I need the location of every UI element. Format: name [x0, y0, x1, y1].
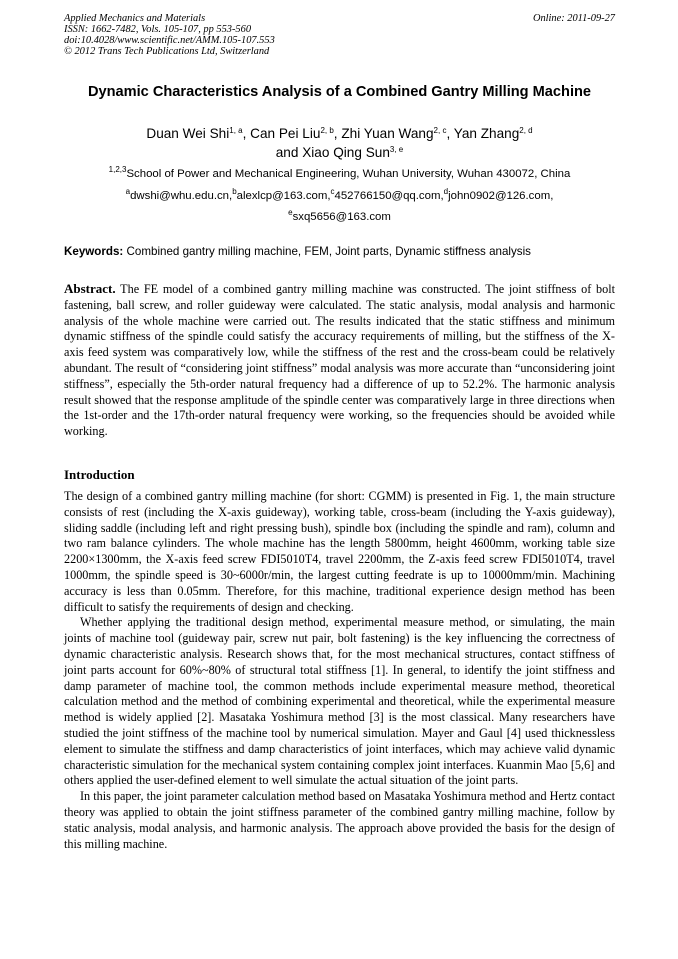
copyright-line: © 2012 Trans Tech Publications Ltd, Switzerland	[64, 46, 270, 57]
issn-line: ISSN: 1662-7482, Vols. 105-107, pp 553-560	[64, 24, 252, 35]
keywords-label: Keywords:	[64, 245, 124, 258]
author-sup: 2, b	[320, 126, 334, 135]
author-sup: 2, c	[433, 126, 447, 135]
author-sup: 2, d	[519, 126, 533, 135]
introduction-body	[64, 489, 615, 852]
keywords	[64, 245, 615, 259]
email-sup: b	[232, 187, 237, 196]
keywords-text: Combined gantry milling machine, FEM, Joint parts, Dynamic stiffness analysis	[126, 245, 531, 258]
journal-name: Applied Mechanics and Materials	[64, 13, 206, 24]
author-sup: 1, a	[229, 126, 243, 135]
body-paragraph: The design of a combined gantry milling machine (for short: CGMM) is presented in Fig. 1, the main structure consists of rest (including the X-axis guideway), working table, cross-beam (including the Y-axis guideway), sliding saddle (including left and right pressing bush), spindle box (including the spindle and ram), column and two ram balance cylinders. The whole machine has the length 5800mm, height 4600mm, working table size 2200×1300mm, the X-axis feed screw FDI5010T4, travel 2200mm, the Z-axis feed screw FDI5010T4, travel 1000mm, the spindle speed is 30~6000r/min, the largest cutting feedrate is up to 10000mm/min. Machining accuracy is less than 0.05mm. Therefore, for this machine, traditional experience design method has been difficult to satisfy the requirements of design and checking.	[64, 489, 615, 614]
email-sup: a	[125, 187, 131, 196]
abstract	[64, 281, 615, 440]
email-line	[64, 210, 615, 224]
author-and: and	[275, 145, 299, 160]
author-name: Xiao Qing Sun	[302, 145, 390, 160]
email-line	[64, 189, 615, 203]
author-name: Duan Wei Shi	[146, 126, 230, 141]
affiliation-text: School of Power and Mechanical Engineering, Wuhan University, Wuhan 430072, China	[126, 168, 571, 180]
body-paragraph: In this paper, the joint parameter calculation method based on Masataka Yoshimura method and Hertz contact theory was applied to obtain the joint stiffness parameter of the combined gantry milling machine, follow by static analysis, modal analysis, and harmonic analysis. The approach above provided the basis for the design of this milling machine.	[64, 789, 615, 851]
abstract-text: The FE model of a combined gantry milling machine was constructed. The joint stiffness of bolt fastening, ball screw, and roller guideway were calculated. The static analysis, modal analysis and harmonic analysis of the whole machine were carried out. The results indicated that the static stiffness and minimum dynamic stiffness of the spindle could satisfy the accuracy requirements of milling, but the stiffness of the X-axis feed system was comparatively low, while the stiffness of the rest and the cross-beam could be relatively abundant. The result of “considering joint stiffness” modal analysis was more accurate than “unconsidering joint stiffness”, especially the 5th-order natural frequency had a difference of up to 52.2%. The harmonic analysis result showed that the response amplitude of the spindle center was comparatively large in three directions when the 1st-order and the 17th-order natural frequency were working, so the frequencies should be avoided while working.	[64, 282, 615, 439]
body-paragraph: Whether applying the traditional design method, experimental measure method, or simulating, the main joints of machine tool (guideway pair, screw nut pair, bolt fastening) is the key influencing the correctness of dynamic characteristic analysis. Research shows that, for the most mechanical structures, contact stiffness of joint parts account for 60%~80% of structural total stiffness [1]. In general, to identify the joint stiffness and damp parameter of machine tool, the common methods include experimental measure method, theoretical calculation method and the method of combining experimental and theoretical, while the experimental measure method is widely applied [2]. Masataka Yoshimura method [3] is the most classical. Many researchers have studied the joint stiffness of the machine tool by numerical simulation. Mayer and Gaul [4] used thicknessless element to simulate the stiffness and damp characteristics of joint interfaces, which may achieve valid dynamic characteristic simulation for the mechanical system containing complex joint interfaces. Kuanmin Mao [5,6] and others applied the user-defined element to well simulate the actual situation of the joint parts.	[64, 615, 615, 788]
author-list: Duan Wei Shi$^{1, a}$, Can Pei Liu$^{2, b}$, Zhi Yuan Wang$^{2, c}$, Yan Zhang$^{2, d}$ and Xiao Qing Sun$^{3, e}$	[146, 126, 533, 160]
author-sup: 3, e	[389, 145, 404, 154]
email-sup: d	[443, 187, 449, 196]
abstract-label: Abstract.	[64, 281, 116, 296]
paper-title: Dynamic Characteristics Analysis of a Combined Gantry Milling Machine	[87, 84, 592, 100]
doi-line: doi:10.4028/www.scientific.net/AMM.105-107.553	[64, 35, 275, 46]
email-sup: c	[330, 187, 335, 196]
author-name: Yan Zhang	[453, 126, 520, 141]
email-address: 452766150@qq.com,	[334, 190, 444, 202]
affiliation-sup: 1,2,3	[108, 165, 127, 174]
section-heading: Introduction	[64, 467, 135, 482]
author-name: Can Pei Liu	[250, 126, 321, 141]
author-name: Zhi Yuan Wang	[341, 126, 434, 141]
affiliation	[64, 167, 615, 181]
online-date: Online: 2011-09-27	[532, 13, 615, 24]
email-address: sxq5656@163.com	[292, 211, 391, 223]
journal-header	[64, 13, 615, 57]
email-address: dwshi@whu.edu.cn,	[130, 190, 233, 202]
email-sup: e	[288, 208, 293, 217]
email-address: alexlcp@163.com,	[236, 190, 331, 202]
email-address: john0902@126.com,	[448, 190, 554, 202]
